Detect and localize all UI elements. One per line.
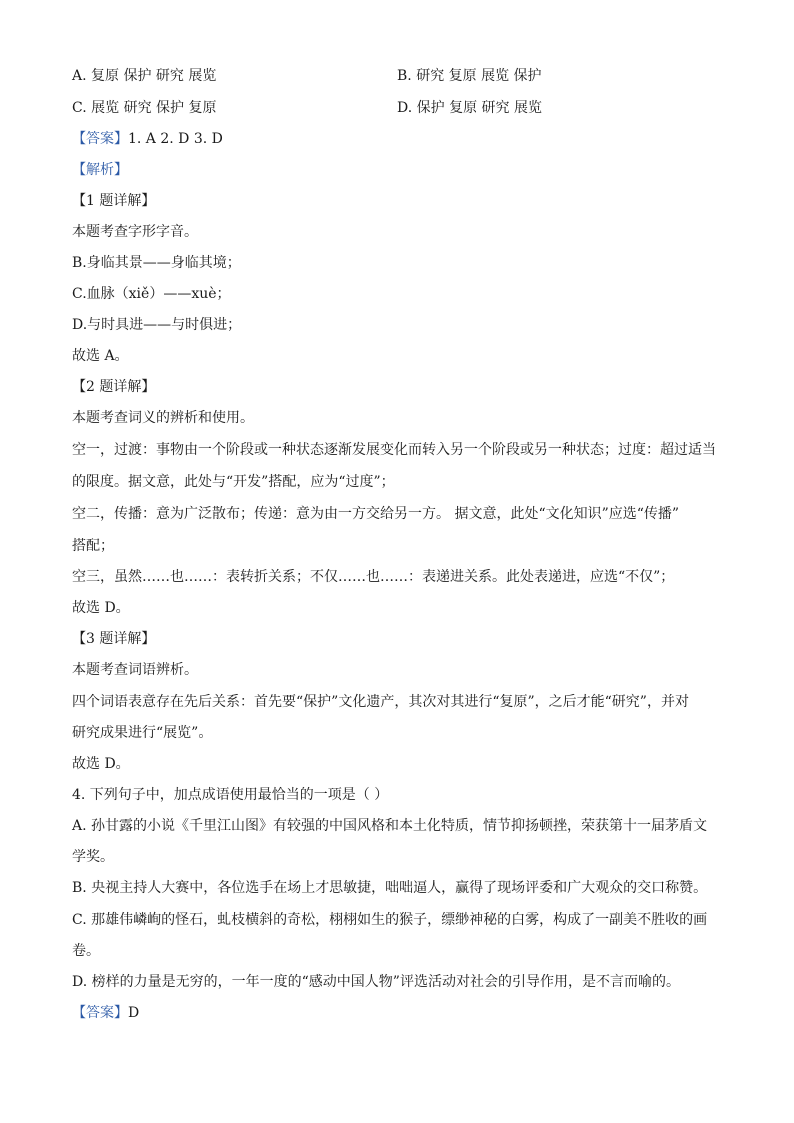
q3-line: 四个词语表意存在先后关系：首先要“保护”文化遗产，其次对其进行“复原”，之后才能“研究”，并对 — [72, 694, 689, 710]
q2-line: 本题考查词义的辨析和使用。 — [72, 410, 254, 426]
q2-line: 搭配； — [72, 538, 114, 554]
q2-heading: 【2 题详解】 — [72, 379, 156, 395]
answer-text: D — [128, 1005, 140, 1021]
option-a: A. 复原 保护 研究 展览 — [72, 68, 217, 84]
options-row-2 — [72, 98, 722, 118]
q2-line: 空二，传播：意为广泛散布；传递：意为由一方交给另一方。 据文意，此处“文化知识”应选“传播” — [72, 506, 680, 522]
option-b: B. 研究 复原 展览 保护 — [397, 68, 542, 84]
answer-line — [72, 129, 722, 149]
q4-line: A. 孙甘露的小说《千里江山图》有较强的中国风格和本土化特质，情节抑扬顿挫，荣获第十一届茅盾文 — [72, 818, 708, 834]
analysis-tag: 【解析】 — [72, 162, 128, 178]
q3-line: 研究成果进行“展览”。 — [72, 725, 213, 741]
q3-line: 本题考查词语辨析。 — [72, 662, 198, 678]
q2-line: 空一，过渡：事物由一个阶段或一种状态逐渐发展变化而转入另一个阶段或另一种状态；过度：超过适当 — [72, 442, 716, 458]
q1-line: D.与时具进——与时俱进； — [72, 317, 242, 333]
q2-line: 的限度。据文意，此处与“开发”搭配，应为“过度”； — [72, 474, 395, 490]
option-c: C. 展览 研究 保护 复原 — [72, 100, 217, 116]
q4-line: B. 央视主持人大赛中，各位选手在场上才思敏捷，咄咄逼人，赢得了现场评委和广大观众的交口称赞。 — [72, 880, 708, 896]
q4-line: C. 那雄伟嶙峋的怪石，虬枝横斜的奇松，栩栩如生的猴子，缥缈神秘的白雾，构成了一副美不胜收的画 — [72, 912, 708, 928]
q4-stem: 4. 下列句子中，加点成语使用最恰当的一项是（ ） — [72, 787, 389, 803]
q4-line: D. 榜样的力量是无穷的，一年一度的“感动中国人物”评选活动对社会的引导作用，是不言而喻的。 — [72, 974, 680, 990]
q3-heading: 【3 题详解】 — [72, 631, 156, 647]
answer-text: 1. A 2. D 3. D — [128, 131, 223, 147]
q1-heading: 【1 题详解】 — [72, 193, 156, 209]
q2-line: 空三，虽然……也……：表转折关系；不仅……也……：表递进关系。此处表递进，应选“不仅”； — [72, 569, 675, 585]
q1-line: B.身临其景——身临其境； — [72, 255, 241, 271]
answer-tag: 【答案】 — [72, 1005, 128, 1021]
q1-line: 故选 A。 — [72, 348, 129, 364]
q1-line: 本题考查字形字音。 — [72, 224, 198, 240]
answer-line — [72, 1003, 722, 1023]
q1-line: C.血脉（xiě）——xuè； — [72, 286, 231, 302]
options-row-1 — [72, 66, 722, 86]
answer-tag: 【答案】 — [72, 131, 128, 147]
q4-line: 卷。 — [72, 943, 100, 959]
q2-line: 故选 D。 — [72, 600, 130, 616]
option-d: D. 保护 复原 研究 展览 — [397, 100, 542, 116]
q3-line: 故选 D。 — [72, 756, 130, 772]
q4-line: 学奖。 — [72, 849, 114, 865]
